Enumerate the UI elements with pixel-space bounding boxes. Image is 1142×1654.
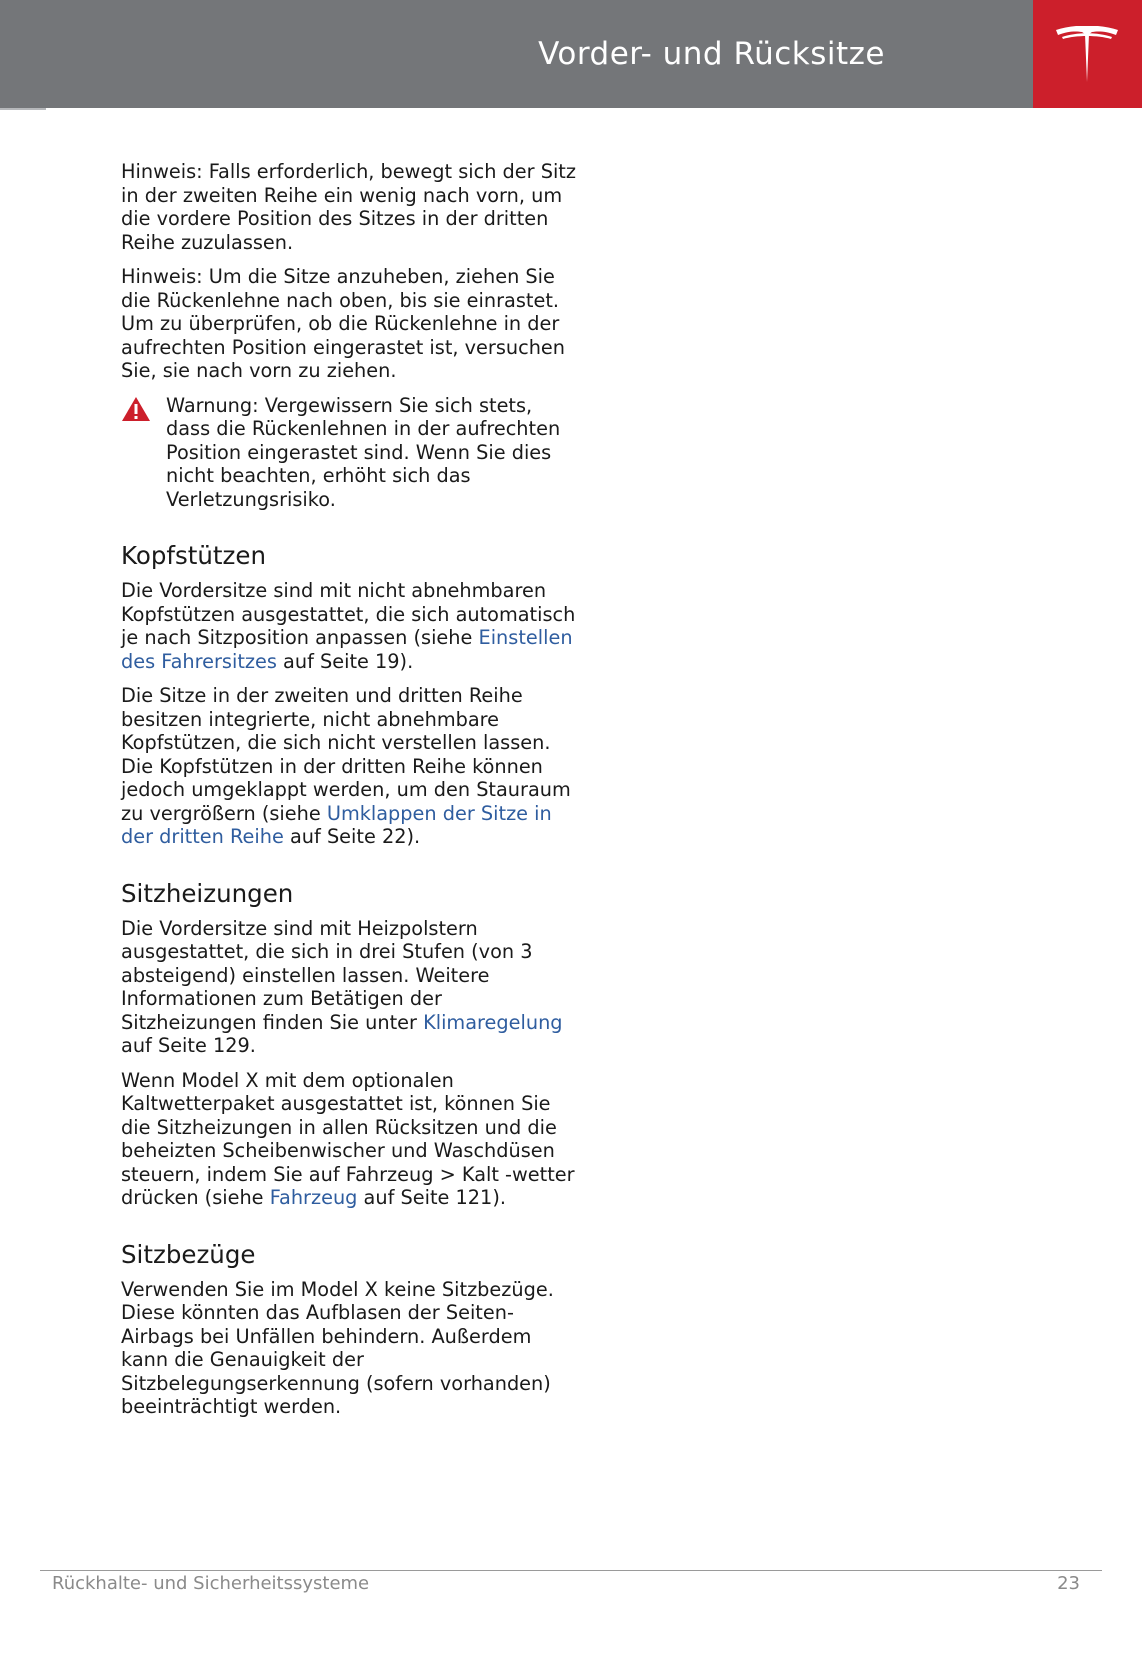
body-paragraph: Wenn Model X mit dem optionalen Kaltwetterpaket ausgestattet ist, können Sie die Sitzheizungen in allen Rücksitzen und die beheizten Scheibenwischer und Waschdüsen steuern, indem Sie auf Fahrzeug > Kalt -wetter drücken (siehe Fahrzeug auf Seite 121). xyxy=(121,1068,575,1209)
warning-triangle-icon xyxy=(121,396,151,422)
section-sitzheizungen xyxy=(121,879,581,1210)
warning-text: Warnung: Vergewissern Sie sich stets, dass die Rückenlehnen in der aufrechten Position eingerastet sind. Wenn Sie dies nicht beachten, erhöht sich das Verletzungsrisiko. xyxy=(166,393,561,511)
link-einstellen-fahrersitz[interactable]: Einstellen des Fahrersitzes xyxy=(121,626,573,673)
link-klimaregelung[interactable]: Klimaregelung xyxy=(423,1010,563,1034)
brand-logo xyxy=(1033,0,1142,108)
note-paragraph: Hinweis: Falls erforderlich, bewegt sich der Sitz in der zweiten Reihe ein wenig nach vorn, um die vordere Position des Sitzes in der dritten Reihe zuzulassen. xyxy=(121,160,576,254)
header-bar xyxy=(0,0,1033,108)
link-fahrzeug[interactable]: Fahrzeug xyxy=(269,1186,358,1209)
section-heading: Kopfstützen xyxy=(121,541,266,570)
main-content xyxy=(121,160,581,1430)
section-kopfstuetzen xyxy=(121,541,581,849)
section-heading: Sitzbezüge xyxy=(121,1239,256,1269)
footer-divider xyxy=(40,1570,1102,1571)
tesla-logo-icon xyxy=(1054,26,1120,84)
page-title: Vorder- und Rücksitze xyxy=(538,36,885,72)
body-paragraph: Die Sitze in der zweiten und dritten Reihe besitzen integrierte, nicht abnehmbare Kopfstützen, die sich nicht verstellen lassen. Die Kopfstützen in der dritten Reihe können jedoch umgeklappt werden, um den Stauraum zu vergrößern (siehe Umklappen der Sitze in der dritten Reihe auf Seite 22). xyxy=(121,684,571,848)
section-heading: Sitzheizungen xyxy=(121,878,294,908)
page-number: 23 xyxy=(1057,1573,1080,1594)
section-sitzbezuege xyxy=(121,1240,581,1419)
header-divider xyxy=(0,108,46,110)
body-paragraph: Die Vordersitze sind mit Heizpolstern ausgestattet, die sich in drei Stufen (von 3 absteigend) einstellen lassen. Weitere Informationen zum Betätigen der Sitzheizungen finden Sie unter Klimaregelung auf Seite 129. xyxy=(121,916,563,1057)
note-paragraph: Hinweis: Um die Sitze anzuheben, ziehen Sie die Rückenlehne nach oben, bis sie einrastet. Um zu überprüfen, ob die Rückenlehne in der aufrechten Position eingerastet ist, versuchen Sie, sie nach vorn zu ziehen. xyxy=(121,265,566,382)
link-umklappen-sitze[interactable]: Umklappen der Sitze in der dritten Reihe xyxy=(121,801,552,848)
warning-box xyxy=(121,394,581,512)
footer-section-title: Rückhalte- und Sicherheitssysteme xyxy=(52,1573,370,1594)
body-paragraph: Verwenden Sie im Model X keine Sitzbezüge. Diese könnten das Aufblasen der Seiten-Airbags bei Unfällen behindern. Außerdem kann die Genauigkeit der Sitzbelegungserkennung (sofern vorhanden) beeinträchtigt werden. xyxy=(121,1277,554,1418)
body-paragraph: Die Vordersitze sind mit nicht abnehmbaren Kopfstützen ausgestattet, die sich automatisch je nach Sitzposition anpassen (siehe Einstellen des Fahrersitzes auf Seite 19). xyxy=(121,579,576,673)
